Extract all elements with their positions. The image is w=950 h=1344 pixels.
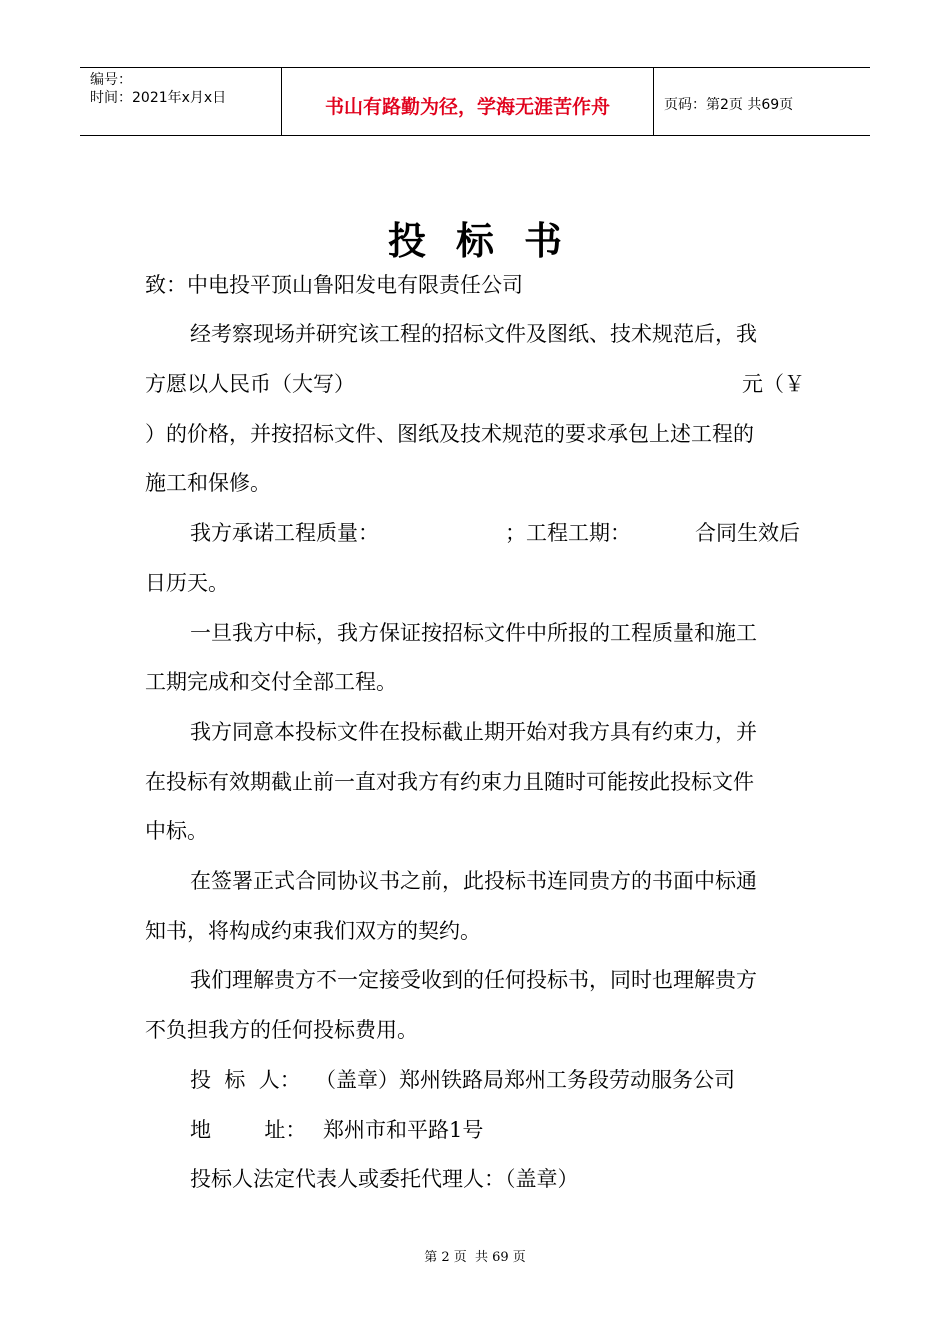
para5-line1: 在签署正式合同协议书之前，此投标书连同贵方的书面中标通 (190, 869, 757, 893)
address-label: 地 址： (190, 1118, 307, 1142)
page-header (80, 67, 870, 136)
para1-line3: ）的价格，并按招标文件、图纸及技术规范的要求承包上述工程的 (145, 422, 754, 446)
para6-line1: 我们理解贵方不一定接受收到的任何投标书，同时也理解贵方 (190, 968, 757, 992)
salutation: 致：中电投平顶山鲁阳发电有限责任公司 (145, 273, 523, 297)
header-motto-cell (282, 68, 654, 135)
para3-line2: 工期完成和交付全部工程。 (145, 670, 397, 694)
header-page-info: 页码：第2页 共69页 (664, 97, 794, 113)
para3-line1: 一旦我方中标，我方保证按招标文件中所报的工程质量和施工 (190, 621, 757, 645)
document-title: 投标书 (387, 219, 592, 263)
bidder-value: （盖章）郑州铁路局郑州工务段劳动服务公司 (315, 1068, 735, 1092)
para4-line2: 在投标有效期截止前一直对我方有约束力且随时可能按此投标文件 (145, 770, 754, 794)
para1-line2 (145, 371, 805, 397)
document-number: 编号： (90, 72, 132, 88)
address-value: 郑州市和平路1号 (323, 1118, 484, 1142)
page-footer: 第 2 页 共 69 页 (424, 1250, 526, 1265)
amount-yuan-label: 元（￥ (742, 372, 805, 396)
contract-effective-label: 合同生效后 (695, 521, 800, 545)
representative-label: 投标人法定代表人或委托代理人：（盖章） (190, 1167, 579, 1191)
amount-words-label: 方愿以人民币（大写） (145, 372, 355, 396)
header-meta-cell (80, 68, 282, 135)
para2-line2: 日历天。 (145, 571, 229, 595)
header-motto: 书山有路勤为径，学海无涯苦作舟 (324, 96, 610, 118)
para1-line4: 施工和保修。 (145, 471, 271, 495)
header-page-cell (654, 68, 870, 135)
bidder-label: 投 标 人： (190, 1068, 301, 1092)
duration-label: ；工程工期： (505, 521, 631, 545)
para4-line1: 我方同意本投标文件在投标截止期开始对我方具有约束力，并 (190, 720, 757, 744)
para6-line2: 不负担我方的任何投标费用。 (145, 1018, 418, 1042)
document-date: 时间：2021年x月x日 (90, 90, 227, 106)
quality-label: 我方承诺工程质量： (190, 521, 379, 545)
para4-line3: 中标。 (145, 819, 208, 843)
para5-line2: 知书，将构成约束我们双方的契约。 (145, 919, 481, 943)
para1-line1: 经考察现场并研究该工程的招标文件及图纸、技术规范后，我 (190, 322, 757, 346)
